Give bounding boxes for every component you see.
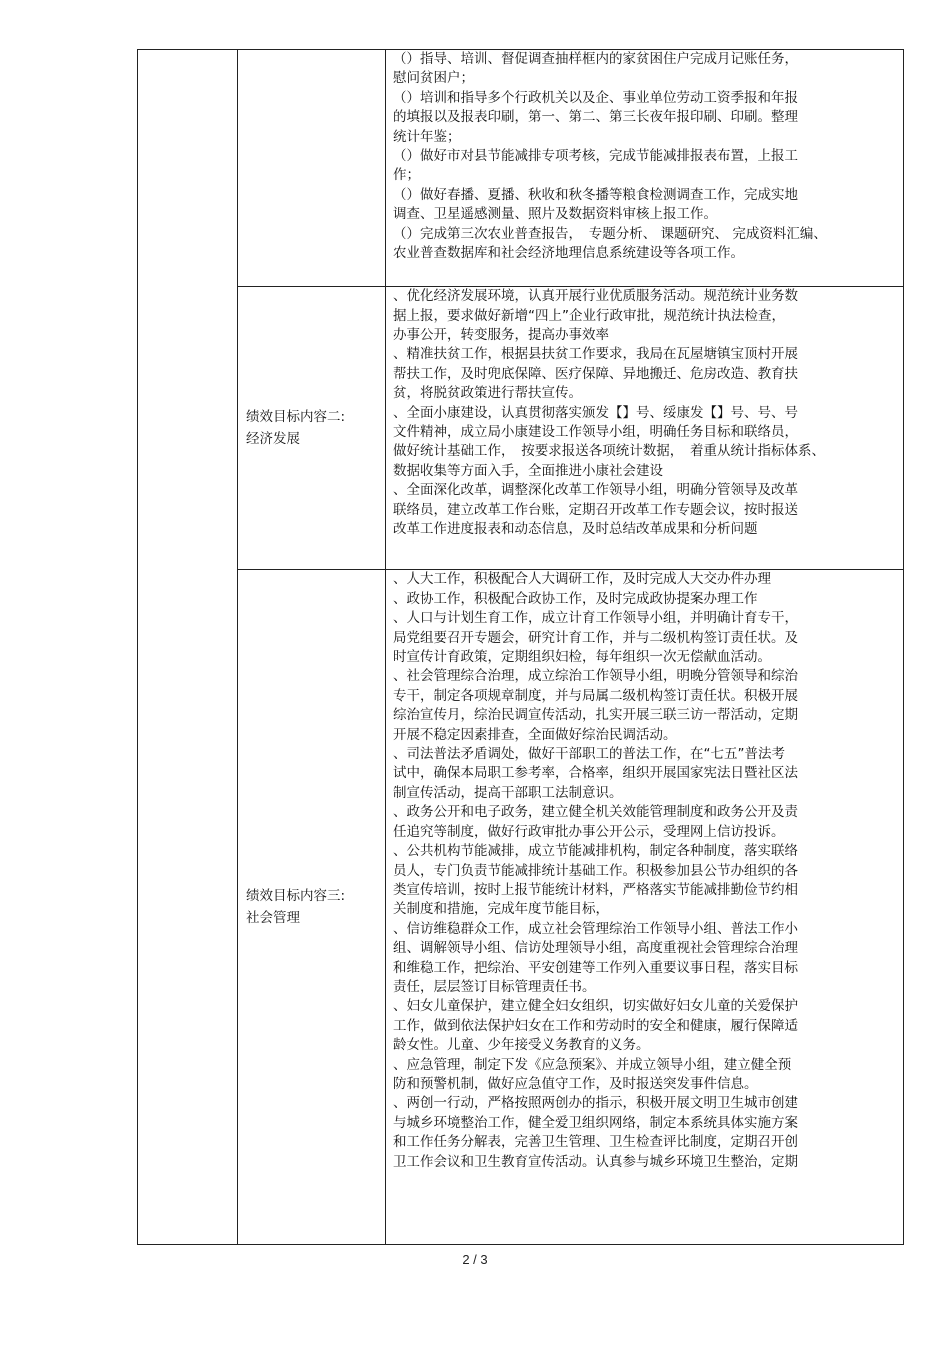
text-line: 、社会管理综合治理，成立综治工作领导小组，明晚分管领导和综治 bbox=[393, 668, 798, 685]
text-line: 慰问贫困户； bbox=[393, 70, 474, 87]
text-line: 试中，确保本局职工参考率，合格率，组织开展国家宪法日暨社区法 bbox=[393, 765, 798, 782]
text-line: 、全面小康建设，认真贯彻落实颁发【】号、绥康发【】号、号、号 bbox=[393, 404, 798, 421]
text-line: 、政协工作，积极配合政协工作，及时完成政协提案办理工作 bbox=[393, 590, 758, 607]
section-label-cell bbox=[238, 287, 386, 570]
text-line: 专干，制定各项规章制度，并与局属二级机构签订责任状。积极开展 bbox=[393, 687, 798, 704]
text-line: 统计年鉴； bbox=[393, 128, 461, 145]
text-line: 与城乡环境整治工作，健全爱卫组织网络，制定本系统具体实施方案 bbox=[393, 1114, 798, 1131]
text-line: 和工作任务分解表，完善卫生管理、卫生检查评比制度，定期召开创 bbox=[393, 1134, 798, 1151]
section-label: 绩效目标内容三: bbox=[246, 888, 346, 905]
text-line: 员人，专门负责节能减排统计基础工作。积极参加县公节办组织的各 bbox=[393, 862, 798, 879]
section-label-cell bbox=[238, 50, 386, 287]
text-line: 改革工作进度报表和动态信息，及时总结改革成果和分析问题 bbox=[393, 521, 758, 538]
text-line: （）培训和指导多个行政机关以及企、事业单位劳动工资季报和年报 bbox=[393, 89, 798, 106]
text-line: 、人口与计划生育工作，成立计育工作领导小组，并明确计育专干， bbox=[393, 610, 798, 627]
text-line: （）指导、培训、督促调查抽样框内的家贫困住户完成月记账任务， bbox=[393, 51, 798, 67]
text-line: 帮扶工作，及时兜底保障、医疗保障、异地搬迁、危房改造、教育扶 bbox=[393, 365, 798, 382]
text-line: 、司法普法矛盾调处，做好干部职工的普法工作，在“七五”普法考 bbox=[393, 746, 785, 763]
section-content bbox=[386, 50, 904, 287]
text-line: 做好统计基础工作， 按要求报送各项统计数据， 着重从统计指标体系、 bbox=[393, 443, 825, 460]
section-content bbox=[386, 570, 904, 1245]
text-line: 卫工作会议和卫生教育宣传活动。认真参与城乡环境卫生整治，定期 bbox=[393, 1153, 798, 1170]
section-label: 经济发展 bbox=[246, 431, 300, 448]
text-line: （）做好春播、夏播、秋收和秋冬播等粮食检测调查工作，完成实地 bbox=[393, 186, 798, 203]
text-line: 、政务公开和电子政务，建立健全机关效能管理制度和政务公开及责 bbox=[393, 804, 798, 821]
text-line: 、信访维稳群众工作，成立社会管理综治工作领导小组、普法工作小 bbox=[393, 920, 798, 937]
text-line: 工作，做到依法保护妇女在工作和劳动时的安全和健康，履行保障适 bbox=[393, 1017, 798, 1034]
text-line: 任追究等制度，做好行政审批办事公开公示，受理网上信访投诉。 bbox=[393, 823, 785, 840]
text-line: 综治宣传月，综治民调宣传活动，扎实开展三联三访一帮活动，定期 bbox=[393, 707, 798, 724]
text-line: 、精准扶贫工作，根据县扶贫工作要求，我局在瓦屋塘镇宝顶村开展 bbox=[393, 346, 798, 363]
text-line: 的填报以及报表印刷，第一、第二、第三长夜年报印刷、印刷。整理 bbox=[393, 109, 798, 126]
table-row bbox=[138, 570, 904, 1245]
text-line: 办事公开，转变服务，提高办事效率 bbox=[393, 327, 609, 343]
text-line: 和维稳工作，把综治、平安创建等工作列入重要议事日程，落实目标 bbox=[393, 959, 798, 976]
text-line: 类宣传培训，按时上报节能统计材料，严格落实节能减排勤俭节约相 bbox=[393, 881, 798, 898]
text-line: 局党组要召开专题会，研究计育工作，并与二级机构签订责任状。及 bbox=[393, 629, 798, 646]
text-line: 、妇女儿童保护，建立健全妇女组织，切实做好妇女儿童的关爱保护 bbox=[393, 998, 798, 1015]
table-row bbox=[138, 50, 904, 287]
text-line: 、人大工作，积极配合人大调研工作，及时完成人大交办件办理 bbox=[393, 571, 771, 588]
section-label: 社会管理 bbox=[246, 910, 300, 927]
table-row bbox=[138, 287, 904, 570]
performance-goals-table bbox=[137, 49, 904, 1245]
text-line: 、全面深化改革，调整深化改革工作领导小组，明确分管领导及改革 bbox=[393, 482, 798, 499]
text-line: 责任，层层签订目标管理责任书。 bbox=[393, 978, 596, 995]
text-line: 数据收集等方面入手，全面推进小康社会建设 bbox=[393, 462, 663, 479]
text-line: 、优化经济发展环境，认真开展行业优质服务活动。规范统计业务数 bbox=[393, 288, 798, 305]
text-line: 组、调解领导小组、信访处理领导小组，高度重视社会管理综合治理 bbox=[393, 940, 798, 957]
text-line: 、公共机构节能减排，成立节能减排机构，制定各种制度，落实联络 bbox=[393, 843, 798, 860]
text-line: 开展不稳定因素排查，全面做好综治民调活动。 bbox=[393, 726, 677, 743]
category-cell bbox=[138, 50, 238, 1245]
section-label: 绩效目标内容二: bbox=[246, 409, 346, 426]
text-line: 农业普查数据库和社会经济地理信息系统建设等各项工作。 bbox=[393, 245, 744, 262]
section-label-cell bbox=[238, 570, 386, 1245]
text-line: 、两创一行动，严格按照两创办的指示，积极开展文明卫生城市创建 bbox=[393, 1095, 798, 1112]
text-line: 、应急管理，制定下发《应急预案》、并成立领导小组，建立健全预 bbox=[393, 1056, 792, 1073]
text-line: 作； bbox=[393, 167, 420, 184]
text-line: 防和预警机制，做好应急值守工作，及时报送突发事件信息。 bbox=[393, 1075, 758, 1092]
text-line: 关制度和措施，完成年度节能目标， bbox=[393, 901, 609, 918]
text-line: （）完成第三次农业普查报告， 专题分析、 课题研究、 完成资料汇编、 bbox=[393, 225, 827, 242]
text-line: 据上报，要求做好新增“四上”企业行政审批，规范统计执法检查， bbox=[393, 307, 785, 324]
text-line: 贫，将脱贫政策进行帮扶宣传。 bbox=[393, 385, 582, 402]
text-line: 龄女性。儿童、少年接受义务教育的义务。 bbox=[393, 1037, 650, 1054]
text-line: 文件精神，成立局小康建设工作领导小组，明确任务目标和联络员， bbox=[393, 424, 798, 441]
text-line: 调查、卫星遥感测量、照片及数据资料审核上报工作。 bbox=[393, 206, 717, 223]
text-line: 时宣传计育政策，定期组织妇检，每年组织一次无偿献血活动。 bbox=[393, 649, 771, 666]
section-content bbox=[386, 287, 904, 570]
page-number: 2 / 3 bbox=[462, 1252, 488, 1267]
text-line: 制宣传活动，提高干部职工法制意识。 bbox=[393, 784, 623, 801]
text-line: （）做好市对县节能减排专项考核，完成节能减排报表布置，上报工 bbox=[393, 148, 798, 165]
text-line: 联络员，建立改革工作台账，定期召开改革工作专题会议，按时报送 bbox=[393, 501, 798, 518]
